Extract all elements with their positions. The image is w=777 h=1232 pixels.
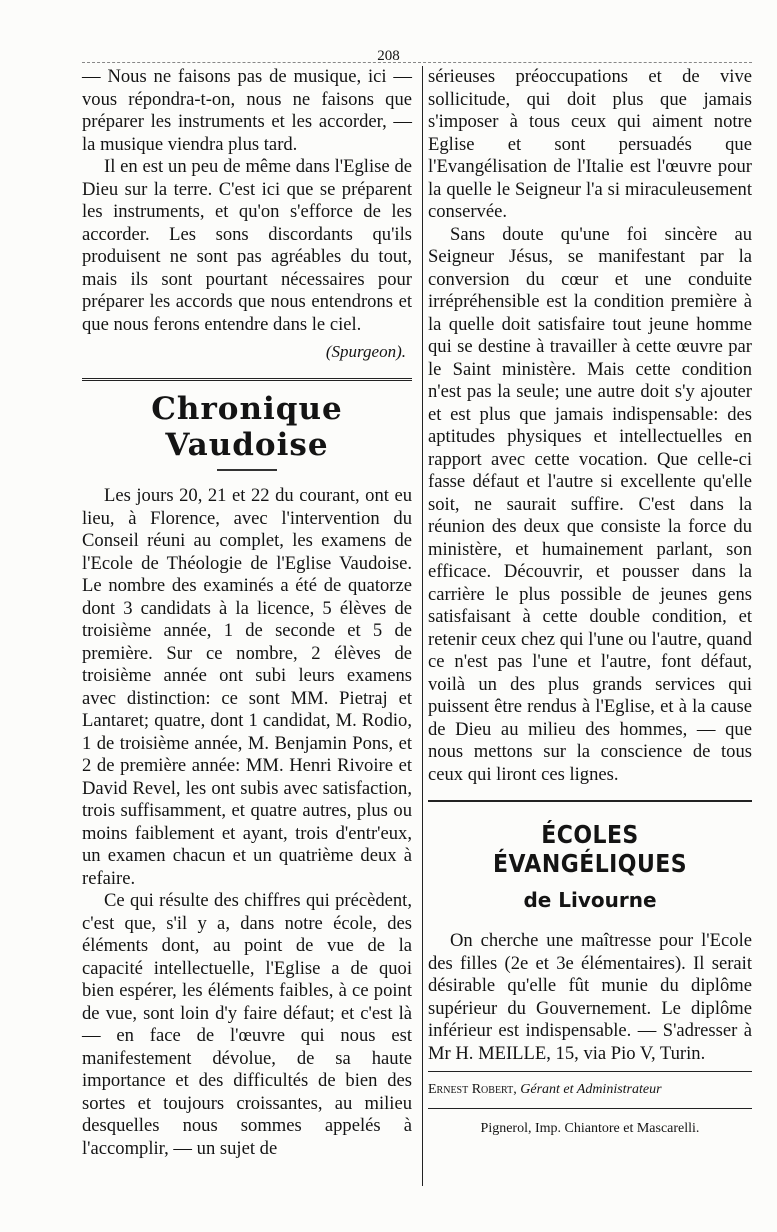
right-column bbox=[428, 66, 752, 1137]
section-title: Chronique Vaudoise bbox=[151, 391, 343, 463]
advert-rule bbox=[428, 800, 752, 802]
column-divider bbox=[422, 66, 423, 1186]
header-rule bbox=[82, 62, 752, 63]
left-column bbox=[82, 66, 412, 1160]
chronicle-paragraph-2: Ce qui résulte des chiffres qui précèdent, c'est que, s'il y a, dans notre école, des éléments dont, au point de vue de la capacité intellectuelle, l'Eglise a de quoi bien espérer, les éléments faibles, à ce point de vue, sont loin d'y faire défaut; et c'est là — en face de l'œuvre qui nous est manifestement dévolue, de sa haute importance et des difficultés de bien des sortes et toujours croissantes, au milieu desquelles nous sommes appelés à l'accomplir, — un sujet de bbox=[82, 890, 412, 1159]
section-rule bbox=[82, 378, 412, 381]
imprint-rule-bottom bbox=[428, 1108, 752, 1109]
advert-title: ÉCOLES ÉVANGÉLIQUES bbox=[492, 820, 688, 878]
title-underline bbox=[217, 469, 277, 471]
chronicle-paragraph-1: Les jours 20, 21 et 22 du courant, ont eu lieu, à Florence, avec l'intervention du Conseil réuni au complet, les examens de l'Ecole de Théologie de l'Eglise Vaudoise. Le nombre des examinés a été de quatorze dont 3 candidats à la licence, 5 élèves de troisième année, 1 de seconde et 5 de première. Sur ce nombre, 2 élèves de troisième année ont subi leurs examens avec distinction: ce sont MM. Pietraj et Lantaret; quatre, dont 1 candidat, M. Rodio, 1 de troisième année, M. Benjamin Pons, et 2 de première année: MM. Henri Rivoire et David Revel, les ont subis avec satisfaction, trois suffisamment, et quatre autres, plus ou moins faiblement et ayant, trois d'entr'eux, un examen chacun et un quatrième deux à refaire. bbox=[82, 485, 412, 889]
quote-paragraph-1: — Nous ne faisons pas de musique, ici — vous répondra-t-on, nous ne faisons que préparer les instruments et les accorder, — la musique viendra plus tard. bbox=[82, 66, 412, 155]
chronicle-paragraph-3: sérieuses préoccupations et de vive sollicitude, qui doit plus que jamais s'imposer à tous ceux qui aiment notre Eglise et sont persuadés que l'Evangélisation de l'Italie est l'œuvre pour la quelle le Seigneur l'a si miraculeusement conservée. bbox=[428, 66, 752, 222]
imprint-role: Gérant et Administrateur bbox=[520, 1082, 662, 1097]
printer-line: Pignerol, Imp. Chiantore et Mascarelli. bbox=[480, 1121, 700, 1136]
advert-subtitle: de Livourne bbox=[523, 888, 657, 912]
quote-attribution: (Spurgeon). bbox=[325, 342, 406, 361]
page-number: 208 bbox=[377, 48, 400, 64]
imprint bbox=[428, 1080, 752, 1100]
imprint-rule-top bbox=[428, 1071, 752, 1072]
advert-body: On cherche une maîtresse pour l'Ecole des filles (2e et 3e élémentaires). Il serait désirable qu'elle fût munie du diplôme supérieur du Gouvernement. Le diplôme inférieur est indispensable. — S'adresser à Mr H. MEILLE, 15, via Pio V, Turin. bbox=[428, 930, 752, 1064]
imprint-name: Ernest Robert, bbox=[428, 1082, 517, 1097]
chronicle-paragraph-4: Sans doute qu'une foi sincère au Seigneur Jésus, se manifestant par la conversion du cœur et une conduite irrépréhensible est la condition première à la quelle doit satisfaire tout jeune homme qui se destine à travailler à cette œuvre par le Saint ministère. Mais cette condition n'est pas la seule; une autre doit s'y ajouter et est plus que jamais indispensable: des aptitudes physiques et intellectuelles en rapport avec cette vocation. Que celle-ci fasse défaut et l'autre si excellente qu'elle soit, ne saurait suffire. C'est dans la réunion des deux que consiste la force du ministère, et humainement parlant, son efficace. Découvrir, et pousser dans la carrière le plus possible de jeunes gens satisfaisant à cette double condition, et retenir ceux chez qui l'une ou l'autre, quand ce n'est pas l'une et l'autre, font défaut, voilà un des plus grands services qui puissent être rendus à l'Eglise, et à la cause de Dieu au milieu des hommes, — que nous mettons sur la conscience de tous ceux qui liront ces lignes. bbox=[428, 223, 752, 785]
quote-paragraph-2: Il en est un peu de même dans l'Eglise de Dieu sur la terre. C'est ici que se préparent les instruments, et qu'on s'efforce de les accorder. Les sons discordants qu'ils produisent ne sont pas agréables du tout, mais ils sont pourtant nécessaires pour préparer les accords que nous entendrons et que nous ferons entendre dans le ciel. bbox=[82, 156, 412, 335]
